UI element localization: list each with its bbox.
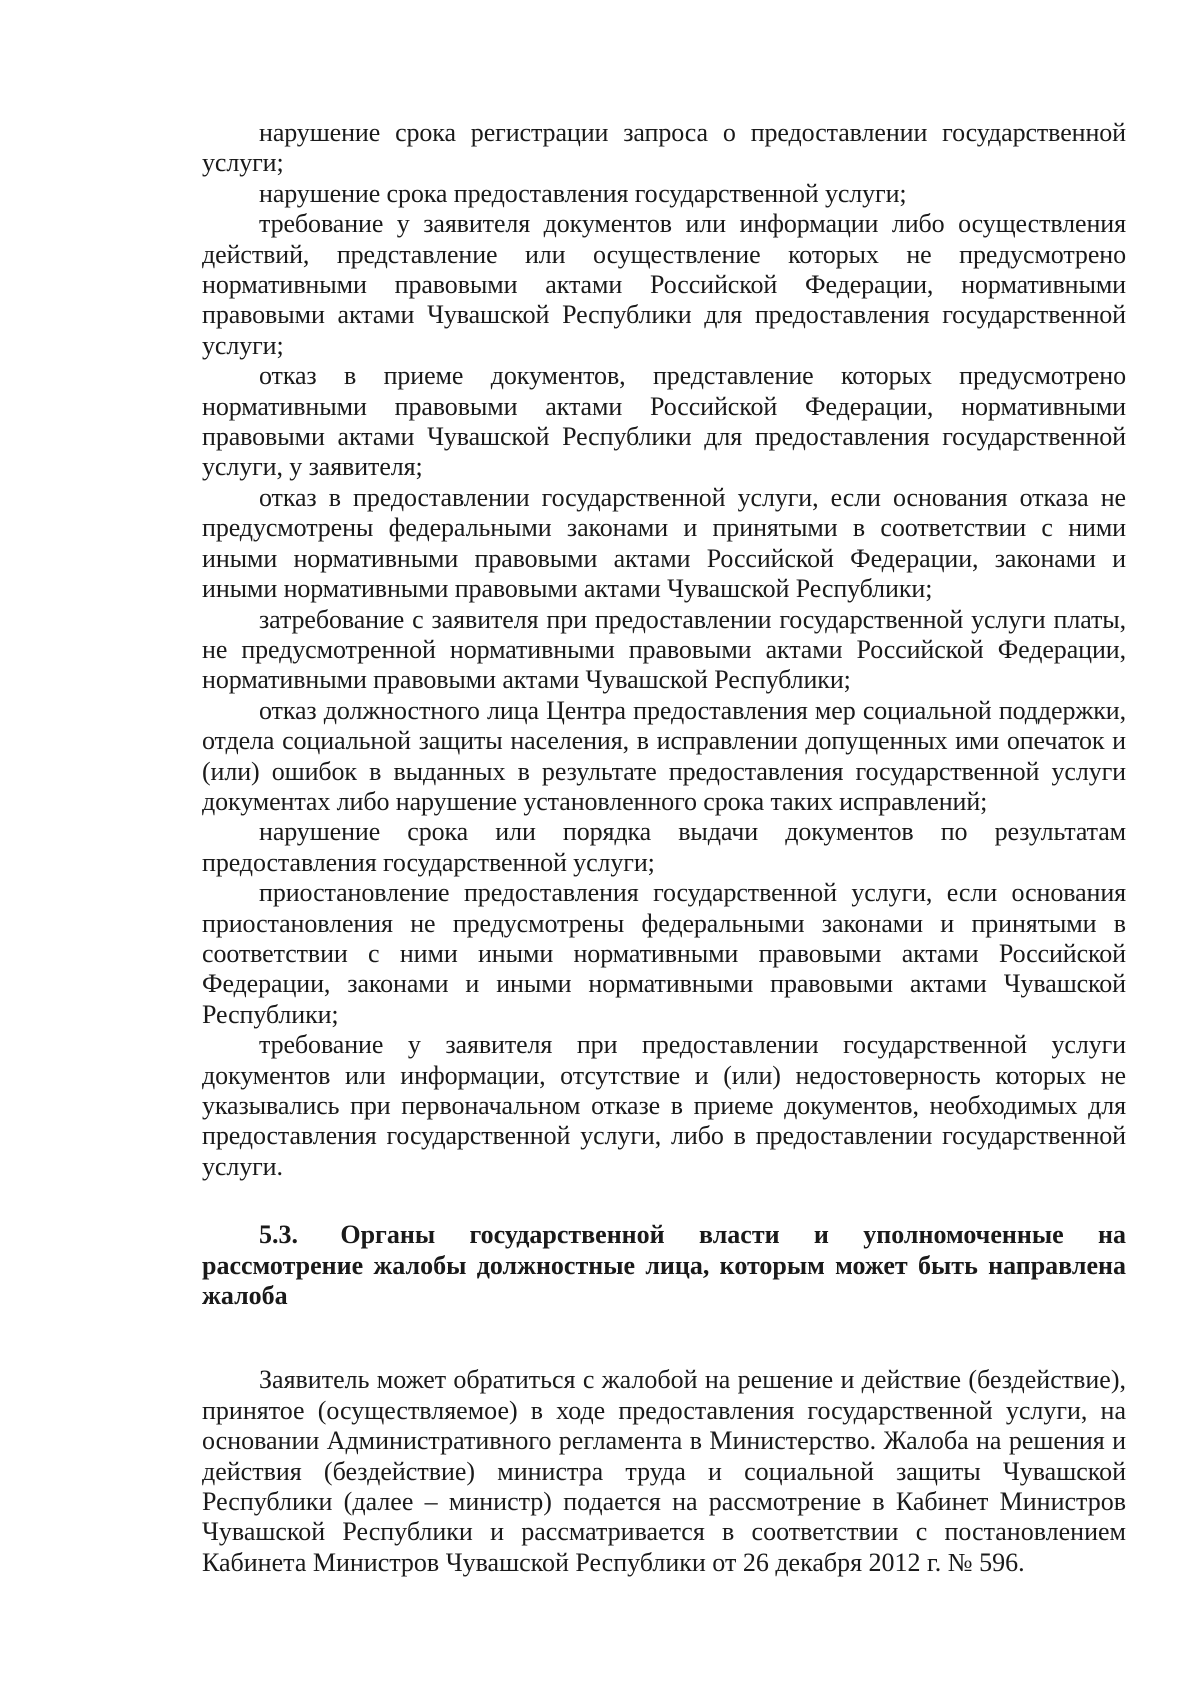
- list-item: требование у заявителя при предоставлении государственной услуги документов или информации, отсутствие и (или) недостоверность которых не указывались при первоначальном отказе в приеме документов, необходимых для предоставления государственной услуги, либо в предоставлении государственной услуги.: [202, 1030, 1126, 1181]
- section-title: Органы государственной власти и уполномоченные на рассмотрение жалобы должностные лица, которым может быть направлена жалоба: [202, 1220, 1126, 1311]
- list-item: нарушение срока или порядка выдачи документов по результатам предоставления государственной услуги;: [202, 817, 1126, 877]
- list-item: отказ в приеме документов, представление которых предусмотрено нормативными правовыми актами Российской Федерации, нормативными правовыми актами Чувашской Республики для предоставления государственной услуги, у заявителя;: [202, 361, 1126, 482]
- list-item: нарушение срока предоставления государственной услуги;: [259, 178, 907, 208]
- list-item: затребование с заявителя при предоставлении государственной услуги платы, не предусмотренной нормативными правовыми актами Российской Федерации, нормативными правовыми актами Чувашской Республики;: [202, 604, 1126, 695]
- section-number: 5.3.: [259, 1220, 298, 1250]
- list-item: нарушение срока регистрации запроса о предоставлении государственной услуги;: [202, 118, 1126, 178]
- list-item: отказ должностного лица Центра предоставления мер социальной поддержки, отдела социальной защиты населения, в исправлении допущенных ими опечаток и (или) ошибок в выданных в результате предоставления государственной услуги документах либо нарушение установленного срока таких исправлений;: [202, 695, 1126, 816]
- body-paragraph: Заявитель может обратиться с жалобой на решение и действие (бездействие), принятое (осуществляемое) в ходе предоставления государственной услуги, на основании Административного регламента в Министерство. Жалоба на решения и действия (бездействие) министра труда и социальной защиты Чувашской Республики (далее – министр) подается на рассмотрение в Кабинет Министров Чувашской Республики и рассматривается в соответствии с постановлением Кабинета Министров Чувашской Республики от 26 декабря 2012 г. № 596.: [202, 1365, 1126, 1577]
- list-item: приостановление предоставления государственной услуги, если основания приостановления не предусмотрены федеральными законами и принятыми в соответствии с ними иными нормативными правовыми актами Российской Федерации, законами и иными нормативными правовыми актами Чувашской Республики;: [202, 878, 1126, 1029]
- list-item: требование у заявителя документов или информации либо осуществления действий, представление или осуществление которых не предусмотрено нормативными правовыми актами Российской Федерации, нормативными правовыми актами Чувашской Республики для предоставления государственной услуги;: [202, 209, 1126, 360]
- section-heading: [202, 1220, 1126, 1311]
- document-page: [202, 118, 1126, 1578]
- list-item: отказ в предоставлении государственной услуги, если основания отказа не предусмотрены федеральными законами и принятыми в соответствии с ними иными нормативными правовыми актами Российской Федерации, законами и иными нормативными правовыми актами Чувашской Республики;: [202, 482, 1126, 604]
